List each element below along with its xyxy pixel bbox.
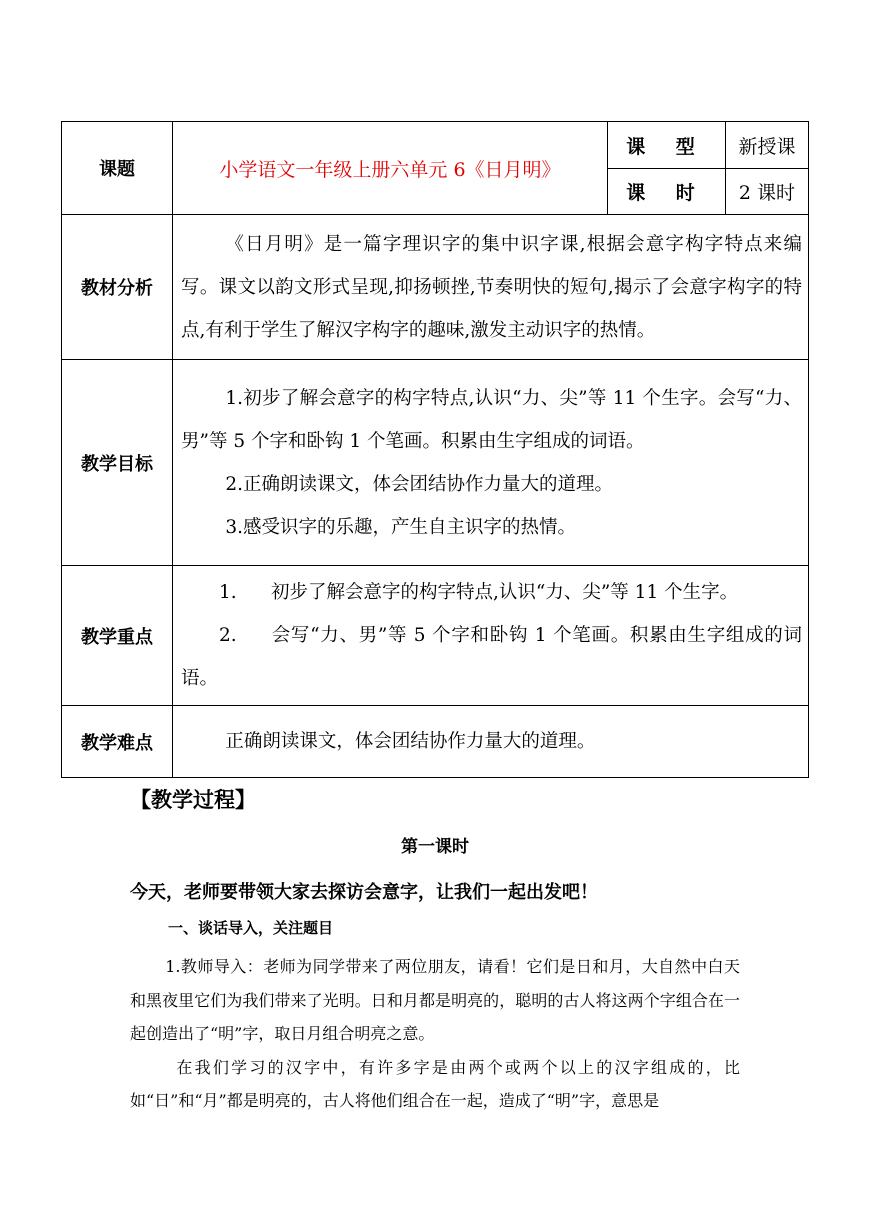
intro-line: 今天，老师要带领大家去探访会意字，让我们一起出发吧！	[130, 882, 598, 903]
lesson-title: 第一课时	[401, 837, 469, 857]
goal-item: 2.正确朗读课文，体会团结协作力量大的道理。	[225, 473, 614, 495]
analysis-cell	[173, 215, 809, 360]
difficulty-cell	[173, 706, 809, 778]
key-points-cell	[173, 566, 809, 706]
subsection-heading: 一、谈话导入，关注题目	[168, 919, 334, 937]
key-point-number: 2.	[219, 625, 237, 646]
topic-label: 课题	[62, 122, 173, 215]
type-label: 课 型	[608, 122, 726, 169]
goals-cell	[173, 360, 809, 566]
difficulty-text: 正确朗读课文，体会团结协作力量大的道理。	[225, 731, 596, 752]
body-text	[130, 950, 740, 1118]
key-point-text: 初步了解会意字的构字特点,认识“力、尖”等 11 个生字。	[271, 582, 739, 603]
goal-item: 3.感受识字的乐趣，产生自主识字的热情。	[225, 516, 577, 538]
hours-label: 课 时	[608, 169, 726, 215]
analysis-label: 教材分析	[62, 215, 173, 360]
type-value: 新授课	[726, 122, 809, 169]
paragraph: 1.教师导入：老师为同学带来了两位朋友，请看！它们是日和月，大自然中白天和黑夜里它们为我们带来了光明。日和月都是明亮的，聪明的古人将这两个字组合在一起创造出了“明”字，取日月组合明亮之意。	[130, 957, 740, 1043]
key-point-item	[181, 614, 802, 700]
key-point-item	[181, 571, 802, 614]
hours-value: 2 课时	[726, 169, 809, 215]
goals-label: 教学目标	[62, 360, 173, 566]
analysis-text: 《日月明》是一篇字理识字的集中识字课,根据会意字构字特点来编写。课文以韵文形式呈现,抑扬顿挫,节奏明快的短句,揭示了会意字构字的特点,有利于学生了解汉字构字的趣味,激发主动识字的热情。	[181, 233, 802, 341]
key-point-text: 会写“力、男”等 5 个字和卧钩 1 个笔画。积累由生字组成的词语。	[181, 625, 802, 689]
paragraph: 在我们学习的汉字中，有许多字是由两个或两个以上的汉字组成的，比如“日”和“月”都是明亮的，古人将他们组合在一起，造成了“明”字，意思是	[130, 1057, 740, 1110]
goal-item: 1.初步了解会意字的构字特点,认识“力、尖”等 11 个生字。会写“力、男”等 5 个字和卧钩 1 个笔画。积累由生字组成的词语。	[181, 387, 802, 452]
topic-value: 小学语文一年级上册六单元 6《日月明》	[173, 122, 608, 215]
section-title: 【教学过程】	[130, 788, 256, 812]
lesson-plan-table	[61, 121, 809, 778]
key-points-label: 教学重点	[62, 566, 173, 706]
difficulty-label: 教学难点	[62, 706, 173, 778]
key-point-number: 1.	[219, 582, 237, 603]
